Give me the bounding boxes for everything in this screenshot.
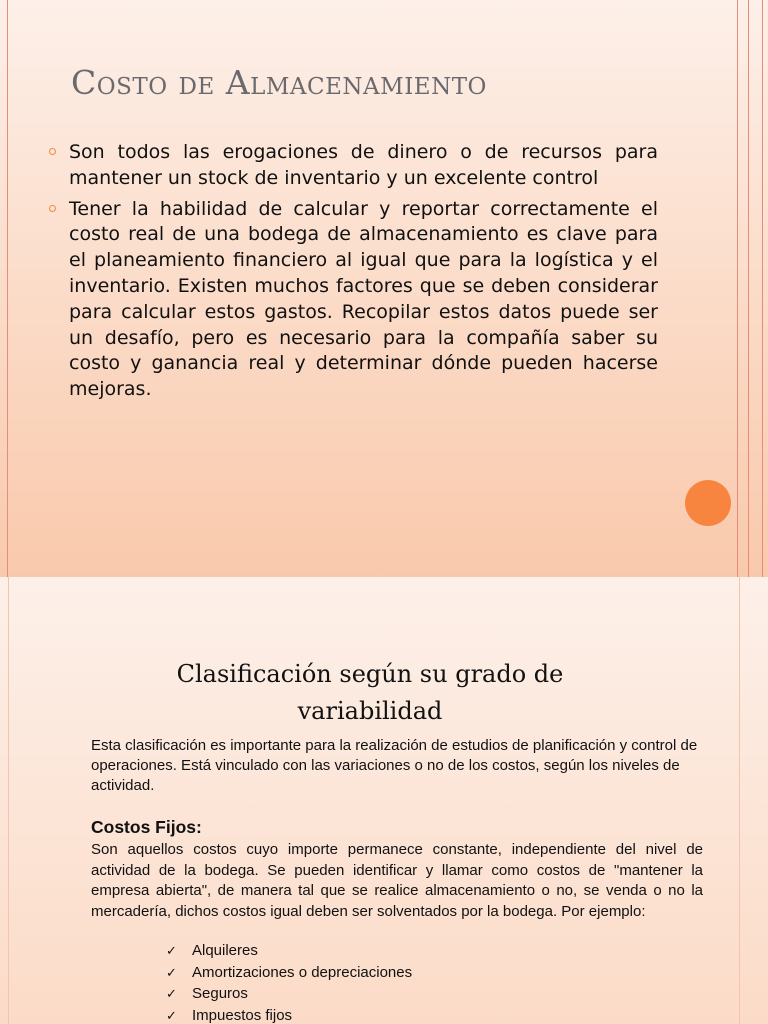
list-item-label: Alquileres [192,942,258,959]
list-item [166,963,412,985]
circle-bullet-icon [49,148,56,155]
orange-circle-icon [685,480,731,526]
list-item [166,1006,412,1024]
list-item [166,984,412,1006]
decorative-line [748,0,749,577]
bullet-list [48,140,658,408]
decorative-line [737,0,738,577]
list-item-label: Amortizaciones o depreciaciones [192,963,413,981]
bullet-text: Tener la habilidad de calcular y reportar correctamente el costo real de una bodega de almacenamiento es clave para el planeamiento financiero al igual que para la logística y el inventario. Existen muchos factores que se deben considerar para calcular estos gastos. Recopilar estos datos puede ser un desafío, pero es necesario para la compañía saber su costo y ganancia real y determinar dónde pueden hacerse mejoras. [69,197,658,401]
intro-paragraph: Esta clasificación es importante para la realización de estudios de planificación y control de operaciones. Está vinculado con las variaciones o no de los costos, según los niveles de actividad. [91,737,698,794]
bullet-item [48,140,658,192]
list-item-label: Seguros [192,985,248,1003]
checkmark-icon: ✓ [166,987,177,1003]
title-line: variabilidad [297,697,443,725]
list-item [166,941,412,963]
decorative-line [762,0,763,577]
checkmark-icon: ✓ [166,965,177,981]
slide-title [70,656,670,730]
bullet-text: Son todos las erogaciones de dinero o de recursos para mantener un stock de inventario y un excelente control [69,141,658,189]
slide-title: Costo de Almacenamiento [71,63,487,102]
section-heading: Costos Fijos: [91,817,202,837]
checkmark-icon: ✓ [166,944,177,959]
title-line: Clasificación según su grado de [176,660,564,688]
bullet-item [48,197,658,403]
slide-clasificacion [0,577,768,1024]
decorative-line [7,0,8,577]
circle-bullet-icon [49,205,56,212]
examples-list [166,941,412,1024]
list-item-label: Impuestos fijos [192,1006,293,1024]
checkmark-icon: ✓ [166,1008,177,1024]
body-paragraph: Son aquellos costos cuyo importe permanece constante, independiente del nivel de actividad de la bodega. Se pueden identificar y llamar como costos de "mantener la empresa abierta", de manera tal que se realice almacenamiento o no, se venda o no la mercadería, dichos costos igual deben ser solventados por la bodega. Por ejemplo: [91,841,703,920]
